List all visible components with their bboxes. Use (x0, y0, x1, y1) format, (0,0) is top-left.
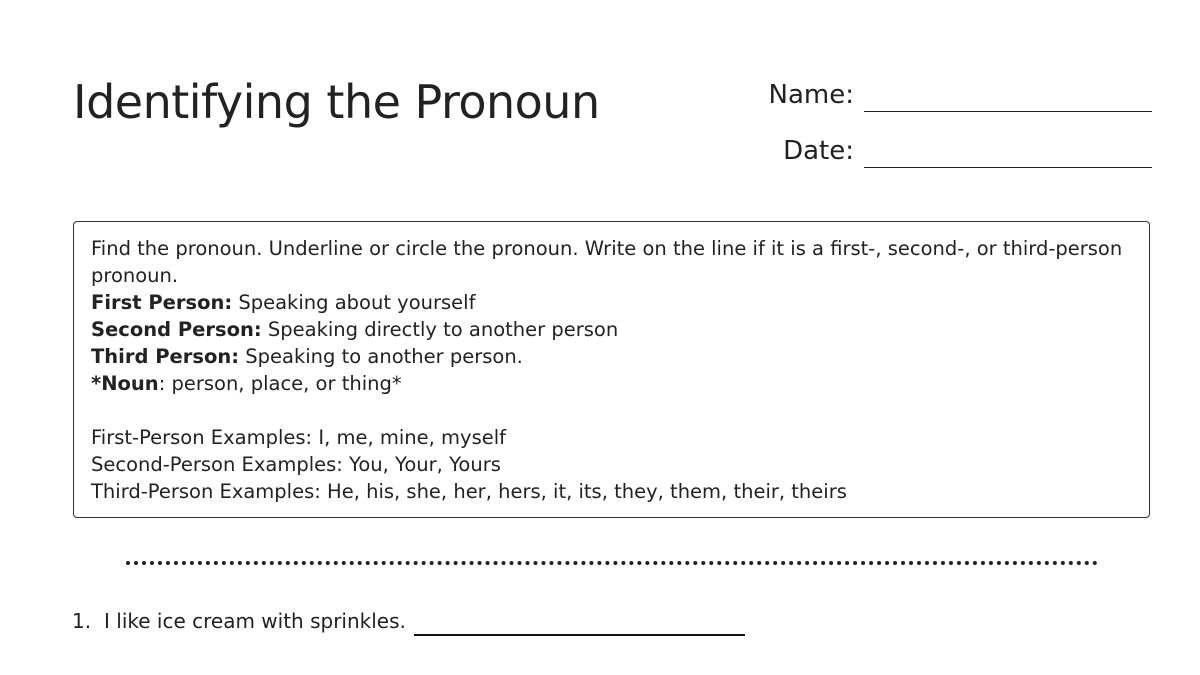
examples-first-person: First-Person Examples: I, me, mine, myself (91, 426, 507, 449)
name-field[interactable] (864, 79, 1152, 112)
definition-text: : person, place, or thing* (158, 372, 402, 395)
instructions-intro: Find the pronoun. Underline or circle the pronoun. Write on the line if it is a first-, second-, or third-person pronoun. (91, 237, 1123, 287)
name-label: Name: (768, 80, 854, 110)
examples-second-person: Second-Person Examples: You, Your, Yours (91, 453, 501, 476)
answer-field[interactable] (414, 610, 745, 636)
definition-term: *Noun (91, 372, 159, 395)
definition-second-person (91, 316, 1132, 343)
examples-third-person: Third-Person Examples: He, his, she, her, hers, it, its, they, them, their, theirs (91, 480, 847, 503)
definition-text: Speaking about yourself (232, 291, 476, 314)
name-field-row (769, 78, 1152, 112)
definition-text: Speaking to another person. (239, 345, 523, 368)
paragraph-spacer (91, 397, 1132, 424)
definition-term: Third Person: (91, 345, 240, 368)
definition-third-person (91, 343, 1132, 370)
definition-term: First Person: (91, 291, 233, 314)
date-field[interactable] (864, 135, 1152, 168)
question-number: 1. (72, 609, 92, 633)
date-field-row (783, 134, 1152, 168)
page-title: Identifying the Pronoun (73, 75, 600, 129)
definition-noun (91, 370, 1132, 397)
question-item (72, 606, 745, 636)
dotted-divider (126, 561, 1098, 565)
instructions-box (73, 221, 1150, 518)
date-label: Date: (783, 136, 854, 166)
definition-text: Speaking directly to another person (261, 318, 619, 341)
definition-term: Second Person: (91, 318, 262, 341)
question-text: I like ice cream with sprinkles. (104, 609, 406, 633)
definition-first-person (91, 289, 1132, 316)
